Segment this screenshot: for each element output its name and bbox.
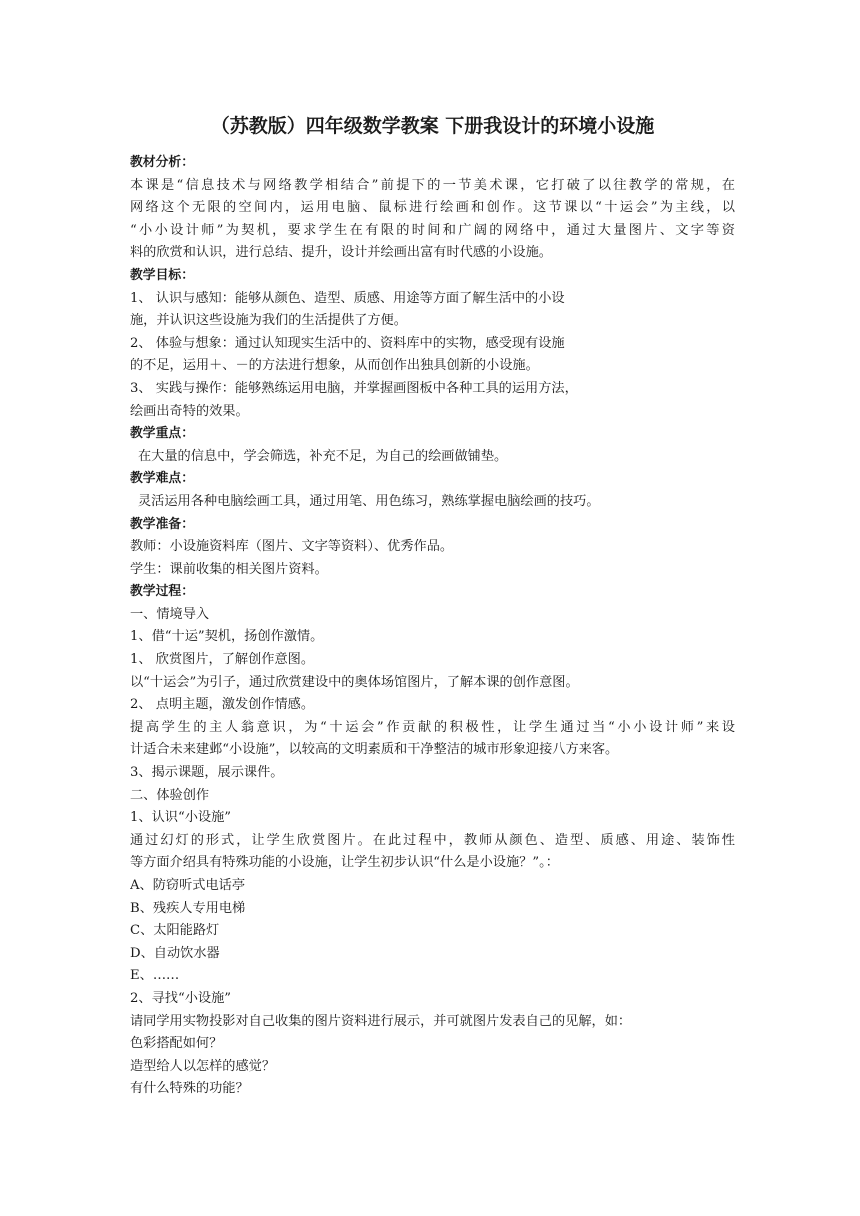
paragraph-line: 施，并认识这些设施为我们的生活提供了方便。 [130, 313, 407, 329]
paragraph-line: 2、 点明主题，激发创作情感。 [130, 697, 315, 713]
paragraph-line: 请同学用实物投影对自己收集的图片资料进行展示，并可就图片发表自己的见解，如： [130, 1013, 632, 1029]
paragraph-line: 学生：课前收集的相关图片资料。 [130, 561, 328, 577]
section-heading: 教学准备： [130, 516, 194, 532]
paragraph-line: C、太阳能路灯 [130, 923, 220, 939]
paragraph-line: 1、认识“小设施” [130, 810, 231, 826]
paragraph-line: A、防窃听式电话亭 [130, 878, 246, 893]
paragraph-line: 通过幻灯的形式，让学生欣赏图片。在此过程中，教师从颜色、造型、质感、用途、装饰性 [130, 832, 735, 848]
paragraph-line: 2、寻找“小设施” [130, 990, 231, 1006]
paragraph-line: D、自动饮水器 [130, 945, 220, 961]
section-heading: 教材分析： [130, 155, 194, 170]
paragraph-line: 2、 体验与想象：通过认知现实生活中的、资料库中的实物，感受现有设施 [130, 335, 565, 351]
paragraph-line: B、残疾人专用电梯 [130, 900, 246, 916]
section-heading: 教学目标： [130, 267, 194, 283]
paragraph-line: 以“十运会”为引子，通过欣赏建设中的奥体场馆图片，了解本课的创作意图。 [130, 674, 579, 690]
paragraph-line: 网络这个无限的空间内，运用电脑、鼠标进行绘画和创作。这节课以“十运会”为主线，以 [130, 200, 735, 216]
paragraph-line: 在大量的信息中，学会筛选，补充不足，为自己的绘画做铺垫。 [138, 448, 508, 464]
paragraph-line: 有什么特殊的功能？ [130, 1081, 249, 1097]
paragraph-line: 一、情境导入 [130, 606, 210, 622]
document-title: （苏教版）四年级数学教案 下册我设计的环境小设施 [210, 115, 655, 137]
section-heading: 教学难点： [130, 471, 194, 487]
paragraph-line: 色彩搭配如何？ [130, 1036, 223, 1052]
document-page [130, 112, 735, 1101]
paragraph-line: E、…… [130, 968, 180, 984]
paragraph-line: 3、揭示课题，展示课件。 [130, 765, 284, 781]
paragraph-line: 本课是“信息技术与网络教学相结合”前提下的一节美术课，它打破了以往教学的常规，在 [130, 177, 735, 193]
paragraph-line: 造型给人以怎样的感觉？ [130, 1058, 276, 1074]
paragraph-line: “小小设计师”为契机，要求学生在有限的时间和广阔的网络中，通过大量图片、文字等资 [130, 222, 735, 238]
section-heading: 教学过程： [130, 584, 194, 600]
paragraph-line: 料的欣赏和认识，进行总结、提升，设计并绘画出富有时代感的小设施。 [130, 245, 552, 261]
document-body [130, 152, 735, 1101]
paragraph-line: 3、 实践与操作：能够熟练运用电脑，并掌握画图板中各种工具的运用方法， [130, 380, 578, 396]
paragraph-line: 灵活运用各种电脑绘画工具，通过用笔、用色练习，熟练掌握电脑绘画的技巧。 [138, 493, 600, 509]
paragraph-line: 提高学生的主人翁意识，为“十运会”作贡献的积极性，让学生通过当“小小设计师”来设 [130, 719, 735, 735]
paragraph-line: 绘画出奇特的效果。 [130, 403, 249, 419]
paragraph-line: 1、借“十运”契机，扬创作激情。 [130, 629, 324, 645]
paragraph-line: 计适合未来建邺“小设施”，以较高的文明素质和干净整洁的城市形象迎接八方来客。 [130, 742, 619, 758]
paragraph-line: 教师：小设施资料库（图片、文字等资料）、优秀作品。 [130, 539, 454, 555]
paragraph-line: 二、体验创作 [130, 787, 210, 803]
paragraph-line: 1、 欣赏图片，了解创作意图。 [130, 652, 315, 668]
paragraph-line: 的不足，运用＋、－的方法进行想象，从而创作出独具创新的小设施。 [130, 358, 539, 374]
paragraph-line: 等方面介绍具有特殊功能的小设施，让学生初步认识“什么是小设施？”。： [130, 855, 559, 871]
section-heading: 教学重点： [130, 426, 194, 442]
paragraph-line: 1、 认识与感知：能够从颜色、造型、质感、用途等方面了解生活中的小设 [130, 290, 565, 306]
